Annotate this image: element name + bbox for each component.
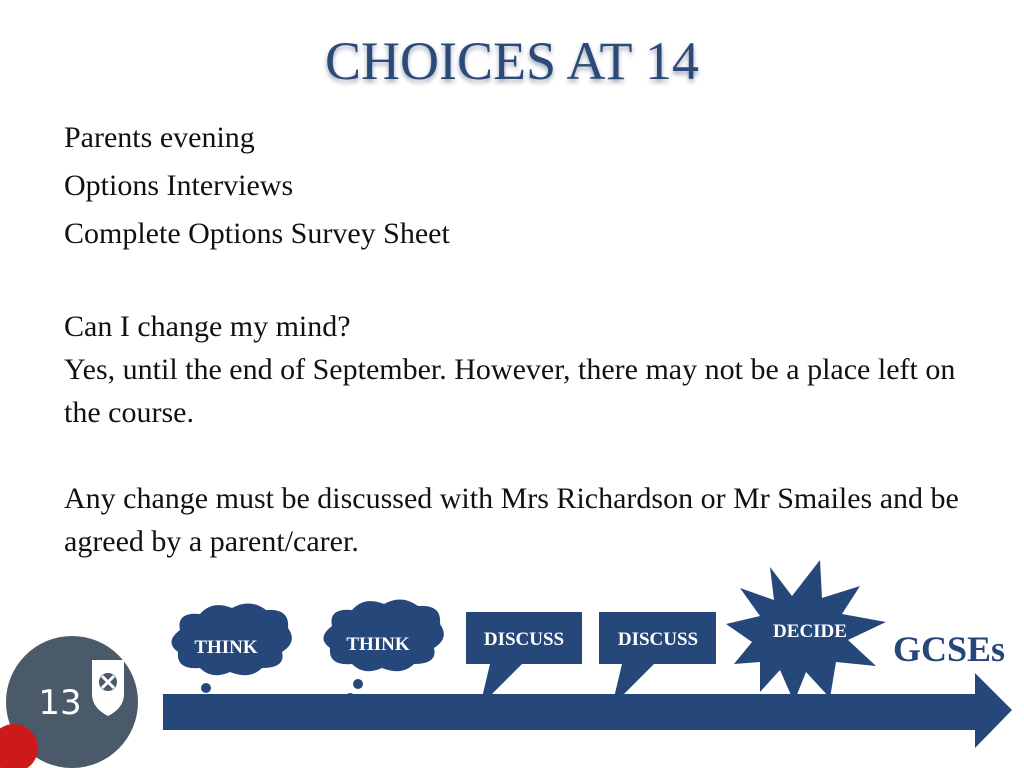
discuss-callout-1 <box>466 612 582 706</box>
think-label-2: THINK <box>346 634 410 655</box>
think-label-1: THINK <box>194 637 258 658</box>
decide-label: DECIDE <box>773 621 847 642</box>
timeline-arrow <box>163 673 1012 748</box>
timeline-diagram <box>0 540 1024 768</box>
discuss-label-2: DISCUSS <box>617 629 699 650</box>
bullet-list <box>64 118 450 262</box>
answer-text: Yes, until the end of September. However, there may not be a place left on the course. <box>64 353 956 429</box>
note-text: Any change must be discussed with Mrs Richardson or Mr Smailes and be agreed by a parent/carer. <box>64 482 959 558</box>
question-text: Can I change my mind? <box>64 310 351 343</box>
discuss-label-1: DISCUSS <box>483 629 565 650</box>
bullet-item: Parents evening <box>64 121 255 154</box>
slide-title: CHOICES AT 14 <box>324 31 700 91</box>
slide-number: 13 <box>38 683 82 723</box>
question-block <box>64 305 964 434</box>
bullet-item: Options Interviews <box>64 169 294 202</box>
gcses-label: GCSEs <box>892 629 1006 669</box>
bullet-item: Complete Options Survey Sheet <box>64 217 450 250</box>
discuss-callout-2 <box>599 612 716 706</box>
